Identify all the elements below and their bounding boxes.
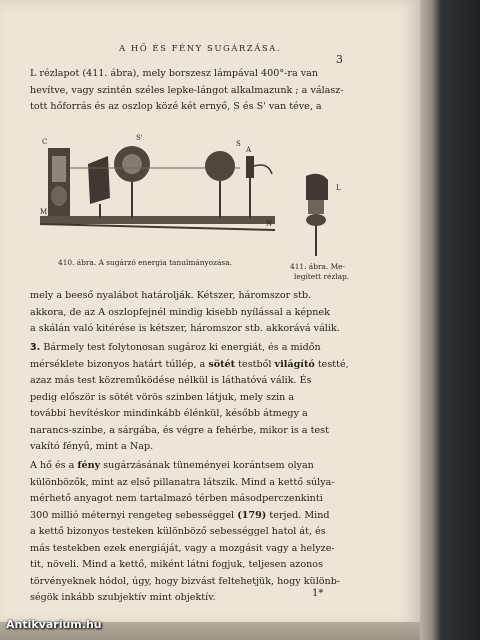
figure-410-caption: 410. ábra. A sugárzó energia tanulmányozása. (58, 258, 232, 267)
figure-411-illustration (290, 170, 350, 260)
lamp-body (308, 200, 324, 214)
text-line: 300 millió méternyi rengeteg sebességgel (179) terjed. Mind (30, 509, 330, 521)
paragraph-3 (30, 340, 354, 456)
page-number: 3 (336, 53, 343, 66)
watermark-logo: Antikvarium.hu (6, 618, 102, 631)
screen-s (205, 151, 235, 181)
text-line: a kettő bizonyos testeken különböző sebességgel hatol át, és (30, 526, 326, 537)
emphasis-dark: sötét (208, 358, 236, 370)
text-line: pedig először is sötét vörös szinben látjuk, mely szin a (30, 391, 295, 403)
running-title: A HŐ ÉS FÉNY SUGÁRZÁSA. (118, 44, 282, 54)
text-line: mely a beeső nyalábot határolják. Kétszer, háromszor stb. (30, 290, 312, 301)
text-line: akkora, de az A oszlopfejnél mindig kisebb nyílással a képnek (30, 306, 330, 318)
label-s: S (236, 140, 241, 148)
signature-mark: 1* (312, 588, 324, 599)
text-line: más testekben ezek energiáját, vagy a mozgásit vagy a helyze- (30, 542, 335, 554)
paragraph-continuation (30, 288, 354, 338)
section-reference: (179) (237, 509, 267, 521)
paragraph-4 (30, 458, 354, 607)
screen-aperture (122, 154, 142, 174)
text-line: különbözők, mint az első pillanatra látszik. Mind a kettő súlya- (30, 476, 335, 488)
label-m: M (40, 208, 48, 216)
label-s-prime: S' (136, 134, 143, 142)
thermopile-head (246, 156, 254, 178)
figure-410-illustration (40, 126, 280, 246)
label-a: A (246, 146, 252, 154)
text-line: törvényeknek hódol, úgy, hogy bizvást feltehetjük, hogy különb- (30, 575, 341, 587)
figure-411-caption-line2: legített rézlap. (294, 272, 350, 281)
text-line: azaz más test közreműködése nélkül is láthatóvá válik. És (30, 375, 312, 386)
label-l: L (336, 184, 341, 192)
text-line: tit, növeli. Mind a kettő, miként látni fogjuk, teljesen azonos (30, 559, 323, 570)
text-line: a skálán való kitérése is kétszer, háromszor stb. akkorává válik. (30, 323, 340, 334)
paragraph-intro (30, 66, 354, 116)
text-line: narancs-szinbe, a sárgába, és végre a fehérbe, mikor is a test (30, 424, 329, 436)
lamp-flame-holder (51, 186, 67, 206)
section-number: 3. (30, 342, 41, 353)
bench-shadow (40, 224, 275, 230)
wire (254, 165, 272, 174)
text-line: L rézlapot (411. ábra), mely borszesz lámpával 400°-ra van (30, 68, 319, 79)
label-c: C (42, 138, 48, 146)
book-spine (420, 0, 480, 640)
label-n: N (266, 220, 273, 228)
text-line: hevítve, vagy szintén széles lepke-lángot alkalmazunk ; a válasz- (30, 84, 344, 96)
text-line: mérséklete bizonyos határt túllép, a sötét testből világító testté, (30, 358, 349, 370)
emphasis-light: fény (77, 460, 101, 471)
optical-bench-rail (40, 216, 275, 224)
text-line: vakító fényű, mint a Nap. (30, 441, 154, 452)
text-line: A hő és a fény sugárzásának tüneményei korántsem olyan (30, 460, 314, 471)
emphasis-luminous: világító (274, 358, 315, 370)
copper-plate (306, 174, 328, 200)
screen-plate (88, 156, 110, 204)
lamp-window (52, 156, 66, 182)
lamp-base (306, 214, 326, 226)
text-line: 3. Bármely test folytonosan sugároz ki energiát, és a midőn (30, 342, 321, 353)
text-line: tott hőforrás és az oszlop közé két ernyő, S és S' van téve, a (30, 101, 322, 112)
text-line: mérhető anyagot nem tartalmazó térben másodperczenkinti (30, 493, 323, 504)
figure-411-caption-line1: 411. ábra. Me- (290, 262, 346, 271)
text-line: ségök inkább szubjektív mint objektív. (30, 592, 216, 603)
text-line: további hevítéskor mindinkább élénkül, később átmegy a (30, 408, 308, 419)
